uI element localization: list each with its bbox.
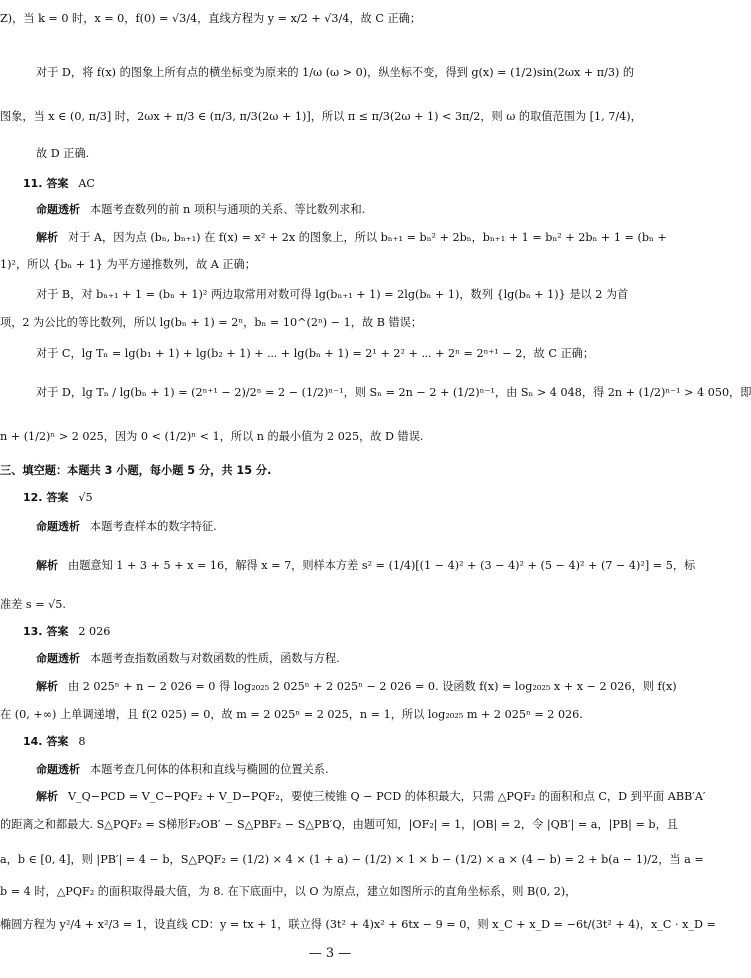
line-text: 本题考查数列的前 n 项积与通项的关系、等比数列求和. — [90, 203, 366, 216]
line-text: Z)，当 k = 0 时，x = 0，f(0) = √3/4，直线方程为 y = x/2 + √3/4，故 C 正确； — [0, 12, 422, 25]
line-text: 对于 D，将 f(x) 的图象上所有点的横坐标变为原来的 1/ω (ω > 0)，纵坐标不变，得到 g(x) = (1/2)sin(2ωx + π/3) 的 — [36, 66, 635, 79]
text-line — [0, 489, 660, 507]
line-text: 由 2 025ⁿ + n − 2 026 = 0 得 log₂₀₂₅ 2 025ⁿ + 2 025ⁿ − 2 026 = 0. 设函数 f(x) = log₂₀₂₅ x + x − 2 026，则 f(x) — [68, 680, 677, 693]
line-text: a，b ∈ [0, 4]，则 |PB′| = 4 − b，S△PQF₂ = (1/2) × 4 × (1 + a) − (1/2) × 1 × b − (1/2) × a × (4 − b) = 2 + b(a − 1)/2，当 a = — [0, 853, 704, 866]
text-line — [0, 678, 677, 696]
line-text: 2 026 — [78, 625, 111, 638]
line-text: 在 (0, +∞) 上单调递增，且 f(2 025) = 0，故 m = 2 025ⁿ = 2 025，n = 1，所以 log₂₀₂₅ m + 2 025ⁿ = 2 026. — [0, 708, 583, 721]
section-label: 解析 — [36, 790, 58, 803]
line-text: 图象，当 x ∈ (0, π/3] 时，2ωx + π/3 ∈ (π/3, π/3(2ω + 1)]，所以 π ≤ π/3(2ω + 1) < 3π/2，则 ω 的取值范围为 [1, 7/4)， — [0, 110, 642, 123]
line-text: √5 — [78, 491, 93, 504]
line-text: AC — [78, 177, 95, 190]
text-line — [0, 518, 660, 536]
text-line — [0, 733, 660, 751]
text-line — [0, 761, 660, 779]
line-text: 1)²，所以 {bₙ + 1} 为平方递推数列，故 A 正确； — [0, 258, 256, 271]
line-text: 本题考查几何体的体积和直线与椭圆的位置关系. — [90, 763, 329, 776]
section-label: 命题透析 — [36, 652, 80, 665]
text-line — [0, 596, 660, 614]
page-number: — 3 — — [308, 946, 352, 961]
line-text: 8 — [78, 735, 86, 748]
line-text: 三、填空题：本题共 3 小题，每小题 5 分，共 15 分. — [0, 464, 272, 477]
line-text: 准差 s = √5. — [0, 598, 66, 611]
line-text: 椭圆方程为 y²/4 + x²/3 = 1，设直线 CD：y = tx + 1，联立得 (3t² + 4)x² + 6tx − 9 = 0，则 x_C + x_D = −6t/(3t² + 4)，x_C · x_D = — [0, 918, 716, 931]
line-text: 本题考查样本的数字特征. — [90, 520, 217, 533]
section-label: 命题透析 — [36, 203, 80, 216]
text-line — [0, 916, 716, 934]
text-line — [0, 175, 660, 193]
section-label: 命题透析 — [36, 520, 80, 533]
line-text: b = 4 时，△PQF₂ 的面积取得最大值，为 8. 在下底面中，以 O 为原点，建立如图所示的直角坐标系，则 B(0, 2)， — [0, 885, 577, 898]
section-label: 12. 答案 — [23, 491, 69, 504]
text-line — [0, 201, 660, 219]
line-text: 由题意知 1 + 3 + 5 + x = 16，解得 x = 7，则样本方差 s² = (1/4)[(1 − 4)² + (3 − 4)² + (5 − 4)² + (7 − 4)²] = 5，标 — [68, 559, 696, 572]
text-line — [0, 256, 660, 274]
line-text: V_Q−PCD = V_C−PQF₂ + V_D−PQF₂，要使三棱锥 Q − PCD 的体积最大，只需 △PQF₂ 的面积和点 C，D 到平面 ABB′A′ — [68, 790, 706, 803]
line-text: 对于 C，lg Tₙ = lg(b₁ + 1) + lg(b₂ + 1) + ⋯ + lg(bₙ + 1) = 2¹ + 2² + ⋯ + 2ⁿ = 2ⁿ⁺¹ − 2，故 C 正确； — [36, 347, 595, 360]
text-line — [0, 145, 660, 163]
line-text: 对于 D，lg Tₙ / lg(bₙ + 1) = (2ⁿ⁺¹ − 2)/2ⁿ = 2 − (1/2)ⁿ⁻¹，则 Sₙ = 2n − 2 + (1/2)ⁿ⁻¹，由 Sₙ > 4 048，得 2n + (1/2)ⁿ⁻¹ > 4 050，即 — [36, 386, 751, 399]
text-line — [0, 816, 678, 834]
line-text: 本题考查指数函数与对数函数的性质，函数与方程. — [90, 652, 340, 665]
text-line — [0, 345, 660, 363]
text-line — [0, 314, 660, 332]
text-line — [0, 883, 660, 901]
line-text: 对于 B，对 bₙ₊₁ + 1 = (bₙ + 1)² 两边取常用对数可得 lg(bₙ₊₁ + 1) = 2lg(bₙ + 1)，数列 {lg(bₙ + 1)} 是以 2 为首 — [36, 288, 629, 301]
line-text: 故 D 正确. — [36, 147, 90, 160]
section-label: 解析 — [36, 559, 58, 572]
section-label: 11. 答案 — [23, 177, 69, 190]
line-text: n + (1/2)ⁿ > 2 025，因为 0 < (1/2)ⁿ < 1，所以 n 的最小值为 2 025，故 D 错误. — [0, 430, 424, 443]
line-text: 对于 A，因为点 (bₙ, bₙ₊₁) 在 f(x) = x² + 2x 的图象上，所以 bₙ₊₁ = bₙ² + 2bₙ，bₙ₊₁ + 1 = bₙ² + 2bₙ + 1 = (bₙ + — [68, 231, 667, 244]
section-label: 14. 答案 — [23, 735, 69, 748]
text-line — [0, 650, 660, 668]
text-line — [0, 428, 660, 446]
line-text: 项，2 为公比的等比数列，所以 lg(bₙ + 1) = 2ⁿ，bₙ = 10^(2ⁿ) − 1，故 B 错误； — [0, 316, 423, 329]
text-line — [0, 706, 660, 724]
text-line — [0, 623, 660, 641]
text-line — [0, 462, 660, 480]
text-line — [0, 286, 660, 304]
text-line — [0, 384, 751, 402]
section-label: 命题透析 — [36, 763, 80, 776]
text-line — [0, 10, 660, 28]
text-line — [0, 788, 706, 806]
text-line — [0, 557, 696, 575]
text-line — [0, 64, 660, 82]
text-line — [0, 108, 660, 126]
section-label: 解析 — [36, 231, 58, 244]
text-line — [0, 229, 667, 247]
section-label: 解析 — [36, 680, 58, 693]
text-line — [0, 851, 704, 869]
section-label: 13. 答案 — [23, 625, 69, 638]
line-text: 的距离之和都最大. S△PQF₂ = S梯形F₂OB′ − S△PBF₂ − S△PB′Q，由题可知，|OF₂| = 1，|OB| = 2，令 |QB′| = a，|PB| = b，且 — [0, 818, 678, 831]
